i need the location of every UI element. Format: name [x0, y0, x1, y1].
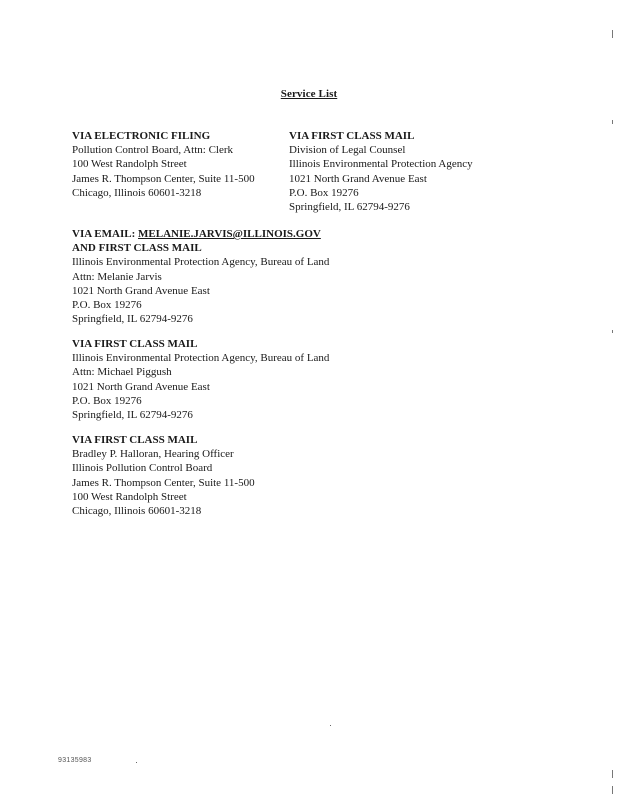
address-line: P.O. Box 19276 — [72, 394, 142, 407]
address-line: Chicago, Illinois 60601-3218 — [72, 505, 202, 518]
address-line: 100 West Randolph Street — [72, 490, 187, 503]
delivery-method-heading: VIA FIRST CLASS MAIL — [72, 434, 198, 446]
heading-prefix: VIA EMAIL: — [72, 228, 139, 240]
address-line: James R. Thompson Center, Suite 11-500 — [72, 476, 255, 489]
address-line: 100 West Randolph Street — [72, 158, 187, 171]
scan-artifact — [330, 725, 331, 726]
recipient-block-halloran — [72, 433, 255, 518]
recipient-block-jarvis — [72, 227, 329, 326]
address-line: 1021 North Grand Avenue East — [72, 380, 210, 393]
address-line: P.O. Box 19276 — [289, 186, 359, 199]
delivery-method-heading — [72, 227, 329, 241]
address-line: 1021 North Grand Avenue East — [289, 172, 427, 185]
address-line: Springfield, IL 62794-9276 — [72, 409, 193, 422]
scan-artifact — [612, 120, 613, 124]
page-title: Service List — [280, 88, 338, 100]
recipient-block-legal-counsel — [289, 129, 473, 214]
address-line: Chicago, Illinois 60601-3218 — [72, 186, 202, 199]
address-line: Pollution Control Board, Attn: Clerk — [72, 144, 234, 157]
address-line: Springfield, IL 62794-9276 — [72, 313, 193, 326]
address-line: Springfield, IL 62794-9276 — [289, 201, 410, 214]
address-line: James R. Thompson Center, Suite 11-500 — [72, 172, 255, 185]
address-line: 1021 North Grand Avenue East — [72, 284, 210, 297]
scan-artifact — [612, 770, 613, 778]
delivery-method-heading-secondary: AND FIRST CLASS MAIL — [72, 242, 202, 255]
address-line: Division of Legal Counsel — [289, 144, 406, 157]
address-line: Illinois Environmental Protection Agency, Bureau of Land — [72, 352, 330, 365]
delivery-method-heading: VIA FIRST CLASS MAIL — [72, 338, 198, 350]
delivery-method-heading: VIA ELECTRONIC FILING — [72, 130, 211, 142]
address-line: P.O. Box 19276 — [72, 299, 142, 312]
address-line: Illinois Environmental Protection Agency, Bureau of Land — [72, 256, 330, 269]
address-line: Illinois Environmental Protection Agency — [289, 158, 473, 171]
email-link[interactable]: MELANIE.JARVIS@ILLINOIS.GOV — [138, 228, 321, 240]
address-line: Attn: Michael Piggush — [72, 366, 172, 379]
address-line: Illinois Pollution Control Board — [72, 462, 213, 475]
scan-artifact — [612, 30, 613, 38]
address-line: Bradley P. Halloran, Hearing Officer — [72, 448, 234, 461]
recipient-block-piggush — [72, 337, 329, 422]
address-line: Attn: Melanie Jarvis — [72, 270, 162, 283]
scan-artifact — [612, 786, 613, 794]
recipient-block-electronic-filing — [72, 129, 255, 200]
scan-artifact — [612, 330, 613, 333]
scan-artifact — [136, 762, 137, 763]
delivery-method-heading: VIA FIRST CLASS MAIL — [289, 130, 415, 142]
document-footer-code: 93135983 — [58, 757, 92, 764]
